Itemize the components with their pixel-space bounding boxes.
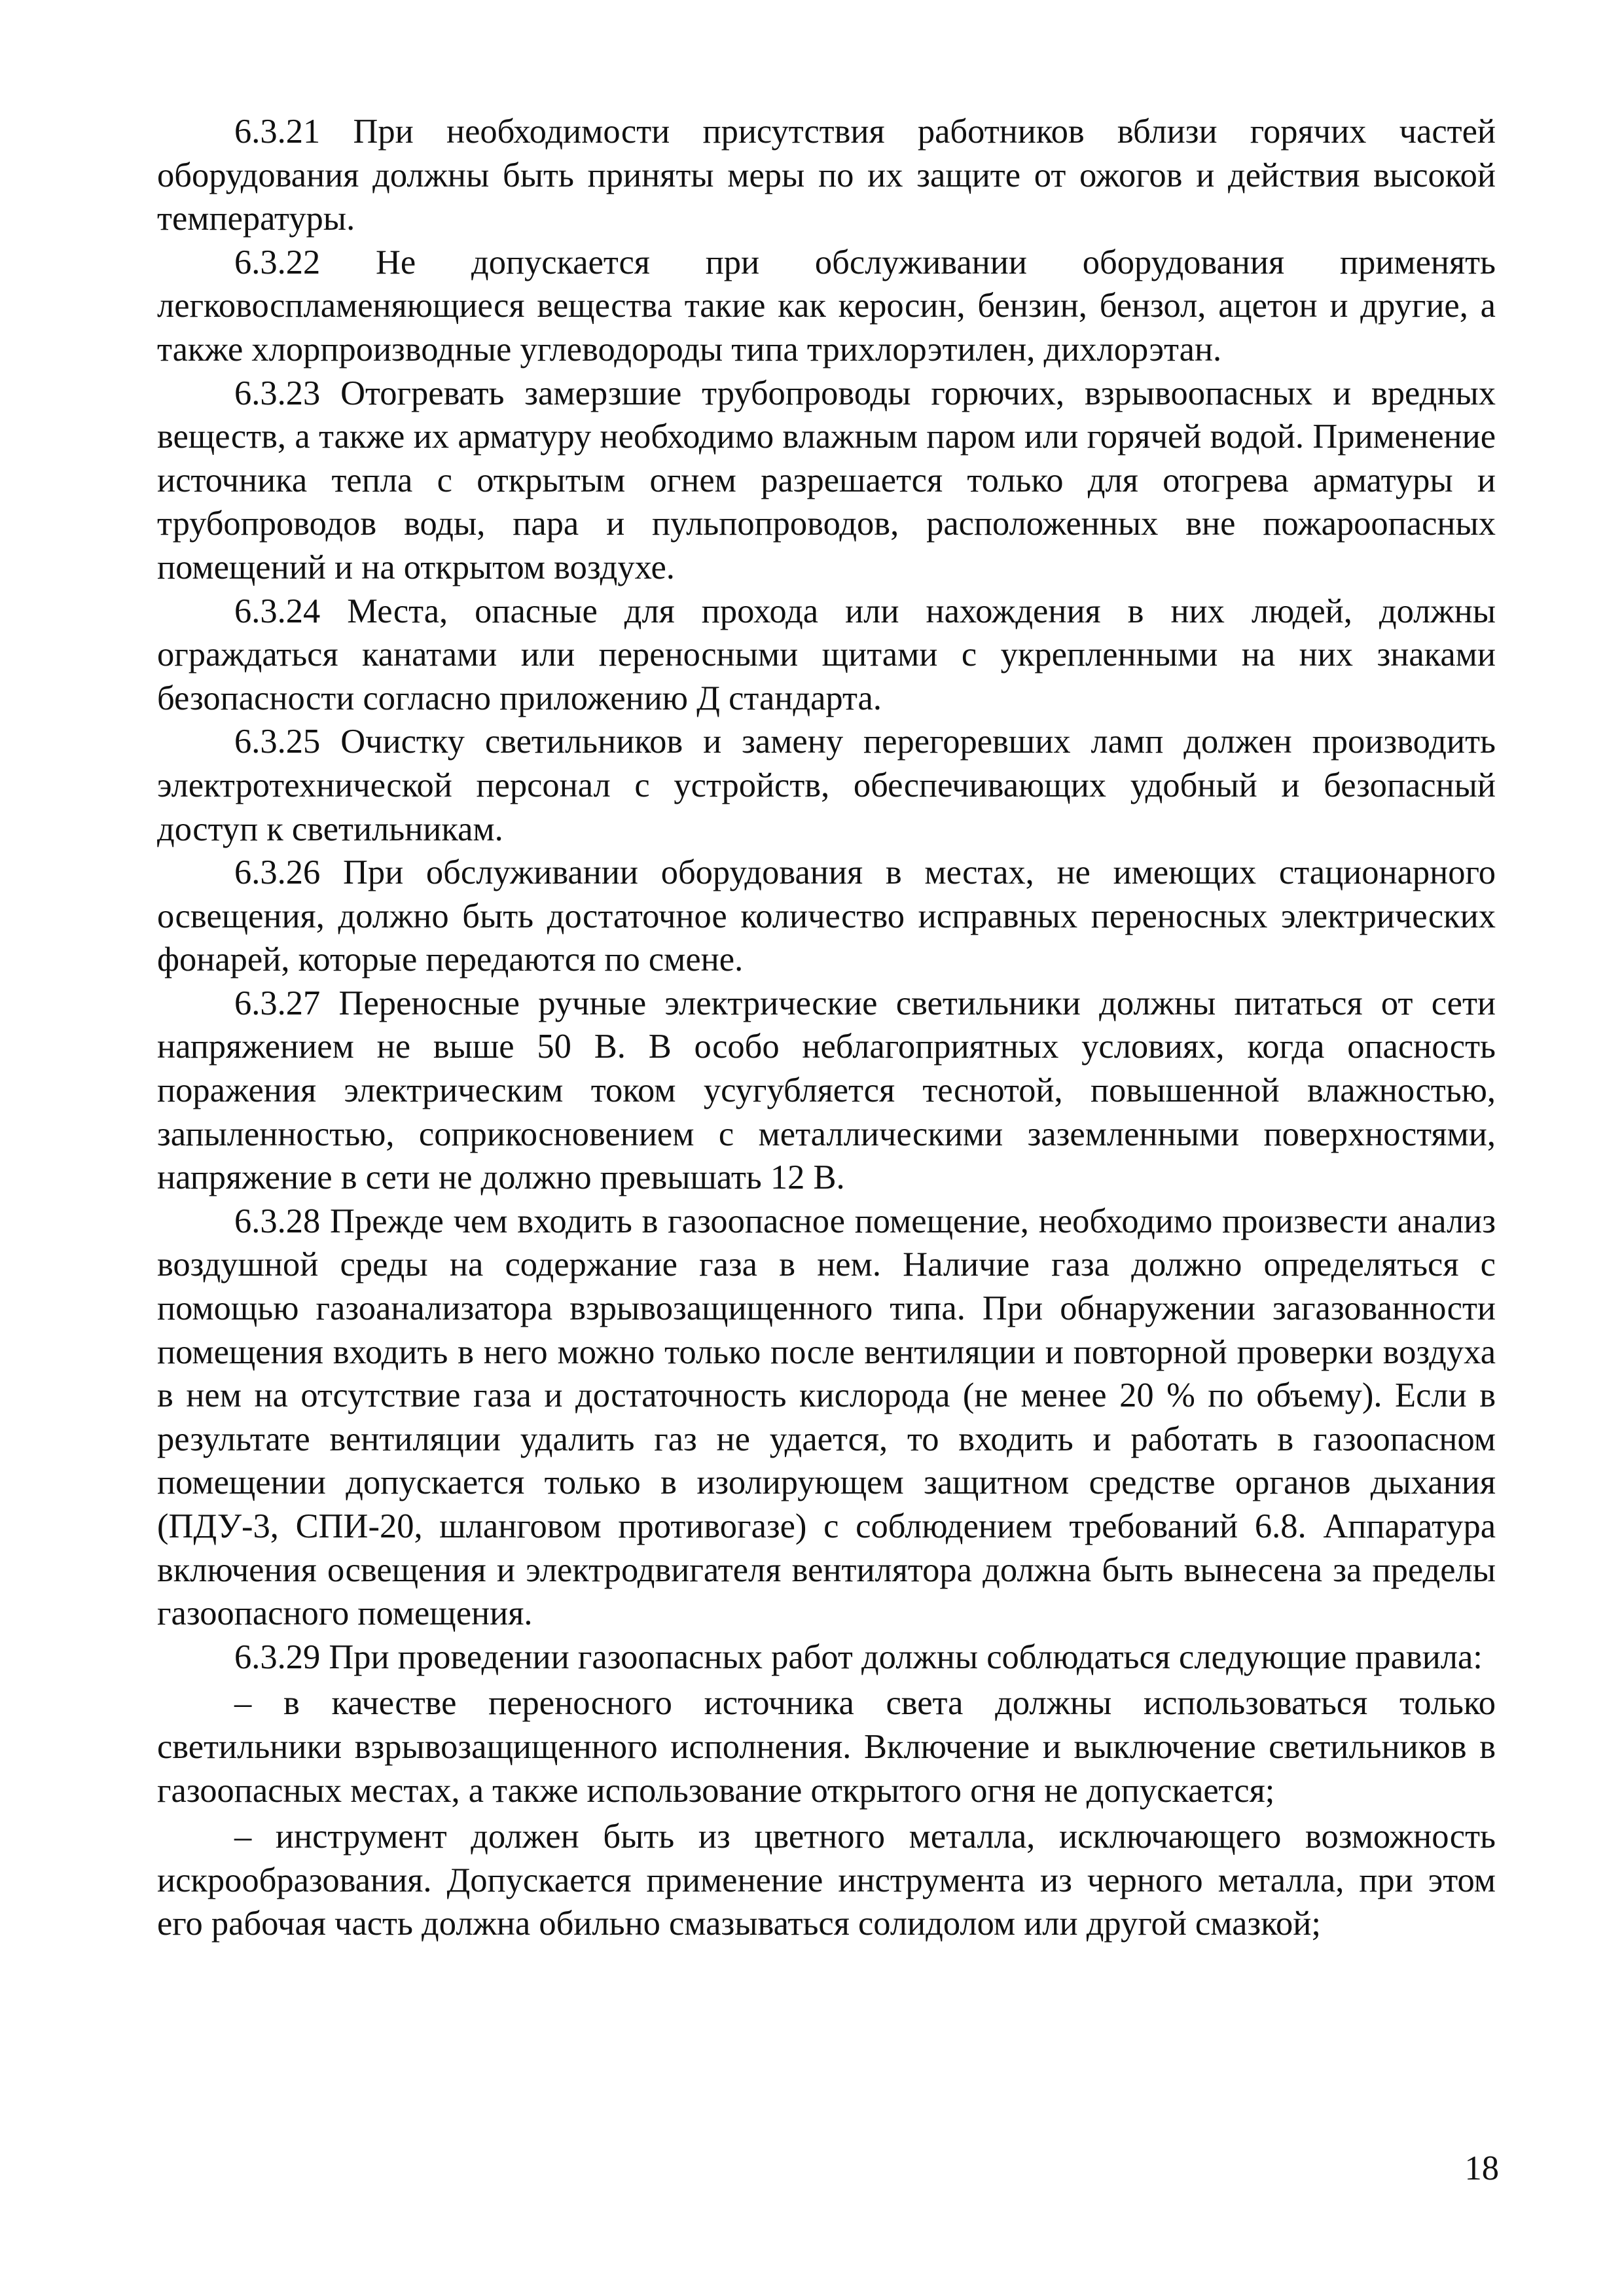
paragraph-6-3-24: 6.3.24 Места, опасные для прохода или нахождения в них людей, должны ограждаться канатами или переносными щитами с укрепленными на них знаками безопасности согласно приложению Д стандарта. (157, 592, 1496, 717)
paragraph-6-3-28: 6.3.28 Прежде чем входить в газоопасное помещение, необходимо произвести анализ воздушной среды на содержание газа в нем. Наличие газа должно определяться с помощью газоанализатора взрывозащищенного типа. При обнаружении загазованности помещения входить в него можно только после вентиляции и повторной проверки воздуха в нем на отсутствие газа и достаточность кислорода (не менее 20 % по объему). Если в результате вентиляции удалить газ не удается, то входить и работать в газоопасном помещении допускается только в изолирующем защитном средстве органов дыхания (ПДУ-3, СПИ-20, шланговом противогазе) с соблюдением требований 6.8. Аппаратура включения освещения и электродвигателя вентилятора должна быть вынесена за пределы газоопасного помещения. (157, 1202, 1496, 1633)
document-body (157, 110, 1496, 1946)
paragraph-6-3-23: 6.3.23 Отогревать замерзшие трубопроводы горючих, взрывоопасных и вредных веществ, а также их арматуру необходимо влажным паром или горячей водой. Применение источника тепла с открытым огнем разрешается только для отогрева арматуры и трубопроводов воды, пара и пульпопроводов, расположенных вне пожароопасных помещений и на открытом воздухе. (157, 374, 1496, 586)
page-number: 18 (1464, 2149, 1499, 2187)
paragraph-6-3-25: 6.3.25 Очистку светильников и замену перегоревших ламп должен производить электротехнической персонал с устройств, обеспечивающих удобный и безопасный доступ к светильникам. (157, 723, 1496, 848)
paragraph-6-3-26: 6.3.26 При обслуживании оборудования в местах, не имеющих стационарного освещения, должно быть достаточное количество исправных переносных электрических фонарей, которые передаются по смене. (157, 853, 1496, 979)
list-item: – в качестве переносного источника света должны использоваться только светильники взрывозащищенного исполнения. Включение и выключение светильников в газоопасных местах, а также использование открытого огня не допускается; (157, 1684, 1496, 1810)
paragraph-6-3-21: 6.3.21 При необходимости присутствия работников вблизи горячих частей оборудования должны быть приняты меры по их защите от ожогов и действия высокой температуры. (157, 113, 1496, 238)
paragraph-6-3-29: 6.3.29 При проведении газоопасных работ должны соблюдаться следующие правила: (234, 1638, 1483, 1676)
paragraph-6-3-27: 6.3.27 Переносные ручные электрические светильники должны питаться от сети напряжением не выше 50 В. В особо неблагоприятных условиях, когда опасность поражения электрическим током усугубляется теснотой, повышенной влажностью, запыленностью, соприкосновением с металлическими заземленными поверхностями, напряжение в сети не должно превышать 12 В. (157, 984, 1496, 1197)
list-item: – инструмент должен быть из цветного металла, исключающего возможность искрообразования. Допускается применение инструмента из черного металла, при этом его рабочая часть должна обильно смазываться солидолом или другой смазкой; (157, 1818, 1496, 1943)
paragraph-6-3-22: 6.3.22 Не допускается при обслуживании оборудования применять легковоспламеняющиеся вещества такие как керосин, бензин, бензол, ацетон и другие, а также хлорпроизводные углеводороды типа трихлорэтилен, дихлорэтан. (157, 243, 1496, 368)
